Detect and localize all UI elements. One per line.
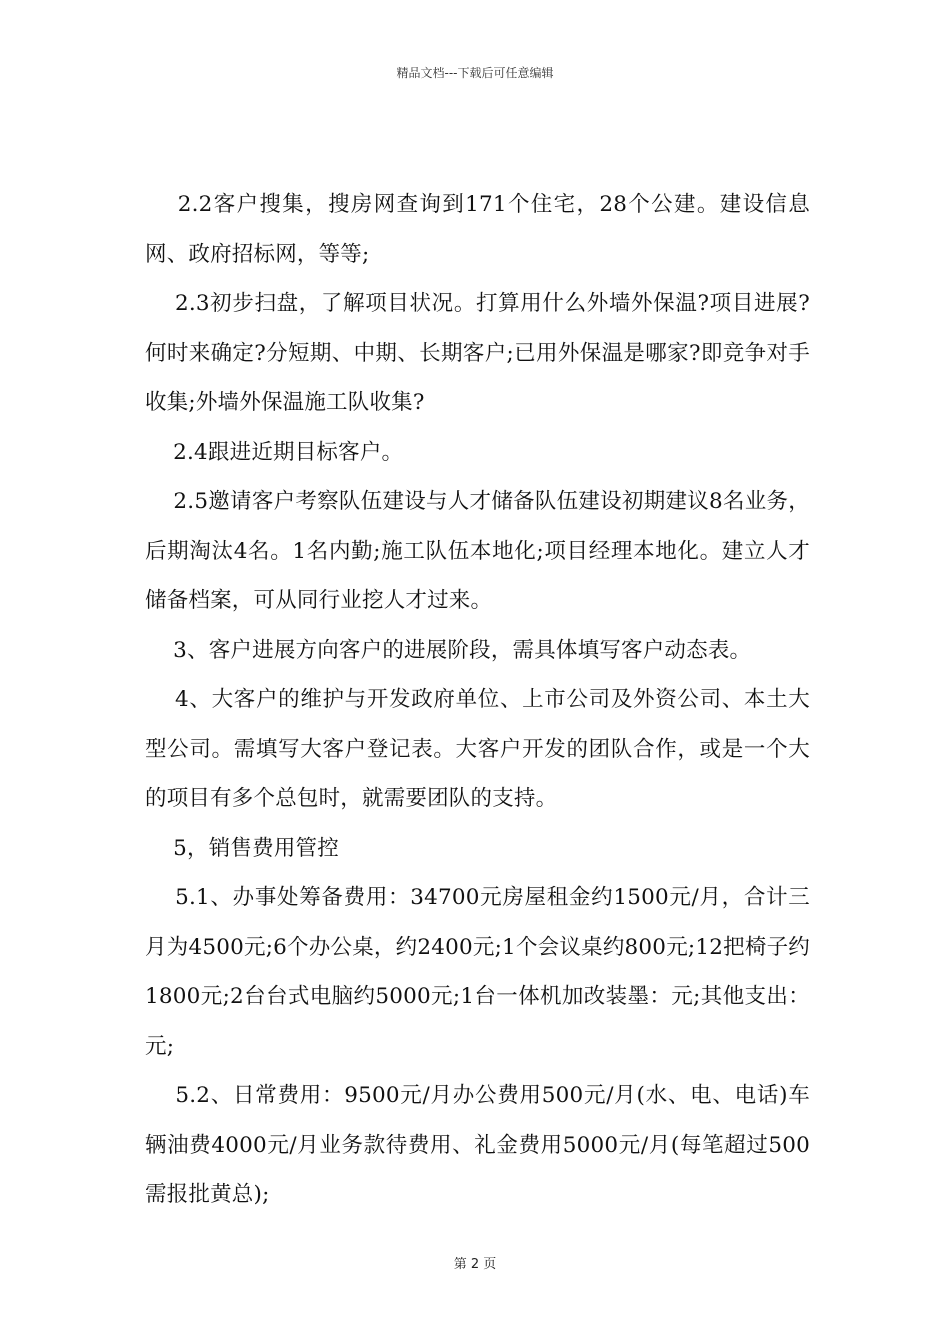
- page-header: 精品文档---下载后可任意编辑: [396, 66, 554, 80]
- paragraph-2-3: 2.3初步扫盘，了解项目状况。打算用什么外墙外保温?项目进展?何时来确定?分短期、中期、长期客户;已用外保温是哪家?即竞争对手收集;外墙外保温施工队收集?: [145, 291, 810, 415]
- paragraph-2-2: 2.2客户搜集，搜房网查询到171个住宅，28个公建。建设信息网、政府招标网，等等;: [145, 192, 810, 267]
- paragraph-5-2: 5.2、日常费用：9500元/月办公费用500元/月(水、电、电话)车辆油费4000元/月业务款待费用、礼金费用5000元/月(每笔超过500需报批黄总);: [145, 1083, 810, 1207]
- paragraph-5-1: 5.1、办事处筹备费用：34700元房屋租金约1500元/月，合计三月为4500元;6个办公桌，约2400元;1个会议桌约800元;12把椅子约1800元;2台台式电脑约5000元;1台一体机加改装墨：元;其他支出：元;: [145, 885, 810, 1059]
- paragraph-4: 4、大客户的维护与开发政府单位、上市公司及外资公司、本土大型公司。需填写大客户登记表。大客户开发的团队合作，或是一个大的项目有多个总包时，就需要团队的支持。: [145, 687, 810, 811]
- document-body: [145, 180, 810, 1220]
- paragraph-3: 3、客户进展方向客户的进展阶段，需具体填写客户动态表。: [145, 637, 752, 663]
- page-number: 第 2 页: [453, 1257, 497, 1272]
- paragraph-2-5: 2.5邀请客户考察队伍建设与人才储备队伍建设初期建议8名业务，后期淘汰4名。1名内勤;施工队伍本地化;项目经理本地化。建立人才储备档案，可从同行业挖人才过来。: [145, 489, 810, 613]
- paragraph-5: 5，销售费用管控: [145, 835, 339, 861]
- paragraph-2-4: 2.4跟进近期目标客户。: [145, 439, 404, 465]
